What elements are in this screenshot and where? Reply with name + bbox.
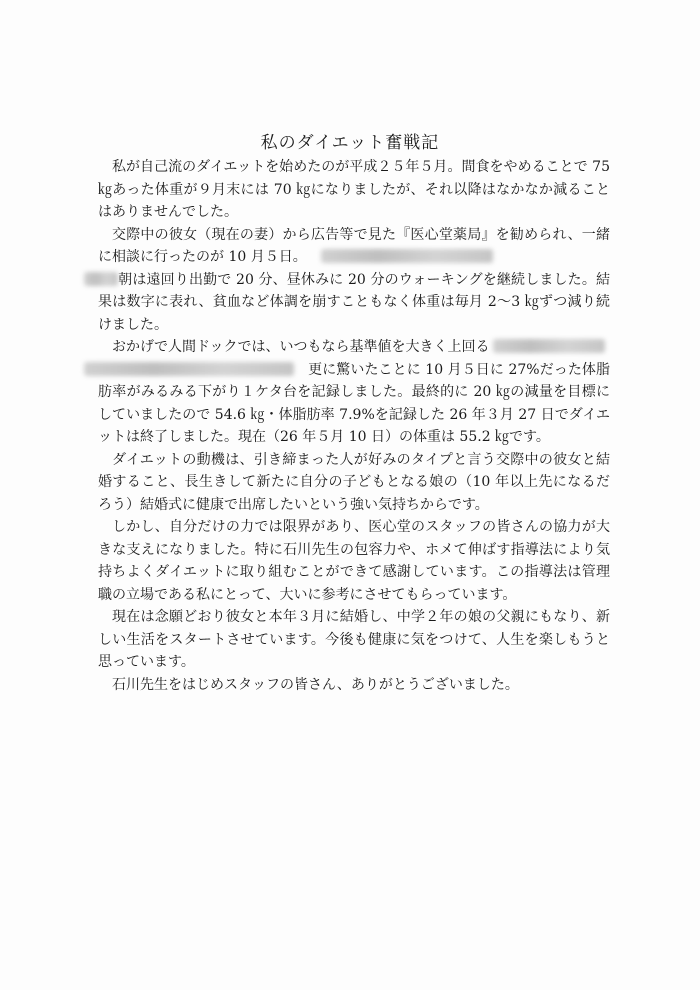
redacted-text [493,339,605,353]
paragraph-7: 石川先生をはじめスタッフの皆さん、ありがとうございました。 [112,676,519,693]
paragraph-4: ダイエットの動機は、引き締まった人が好みのタイプと言う交際中の彼女と結婚すること、長生きして新たに自分の子どもとなる娘の（10 年以上先になるだろう）結婚式に健康で出席したいという強い気持ちからです。 [98,451,610,513]
paragraph-2-text: 交際中の彼女（現在の妻）から広告等で見た『医心堂薬局』を勧められ、一緒に相談に行ったのが 10 月５日。 [98,226,610,265]
paragraph-3 [98,336,610,449]
paragraph-1: 私が自己流のダイエットを始めたのが平成２５年５月。間食をやめることで 75 ㎏あった体重が９月末には 70 ㎏になりましたが、それ以降はなかなか減ることはありませんでした。 [98,159,610,220]
paragraph-5: しかし、自分だけの力では限界があり、医心堂のスタッフの皆さんの協力が大きな支えになりました。特に石川先生の包容力や、ホメて伸ばす指導法により気持ちよくダイエットに取り組むことができて感謝しています。この指導法は管理職の立場である私にとって、大いに参考にさせてもらっています。 [98,519,610,603]
paragraph-3-text: おかげで人間ドックでは、いつもなら基準値を大きく上回る [112,339,490,355]
paragraph-6: 現在は念願どおり彼女と本年３月に結婚し、中学２年の娘の父親にもなり、新しい生活をスタートさせています。今後も健康に気をつけて、人生を楽しもうと思っています。 [98,609,610,670]
document-title: 私のダイエット奮戦記 [260,133,440,153]
paragraph-2-cont: 朝は遠回り出勤で 20 分、昼休みに 20 分のウォーキングを継続しました。結果は数字に表れ、貧血など体調を崩すこともなく体重は毎月 2～3 ㎏ずつ減り続けました。 [98,271,610,333]
redacted-text [84,272,118,286]
paragraph-2 [98,224,610,337]
redacted-text [84,362,294,376]
document-body [98,156,610,696]
paragraph-3-cont: 更に驚いたことに 10 月５日に 27%だった体脂肪率がみるみる下がり１ケタ台を記録しました。最終的に 20 ㎏の減量を目標にしていましたので 54.6 ㎏・体脂肪率 7.9%を記録した 26 年３月 27 日でダイエットは終了しました。現在（26 年５月 10 日）の体重は 55.2 ㎏です。 [98,361,610,445]
redacted-text [321,249,493,263]
